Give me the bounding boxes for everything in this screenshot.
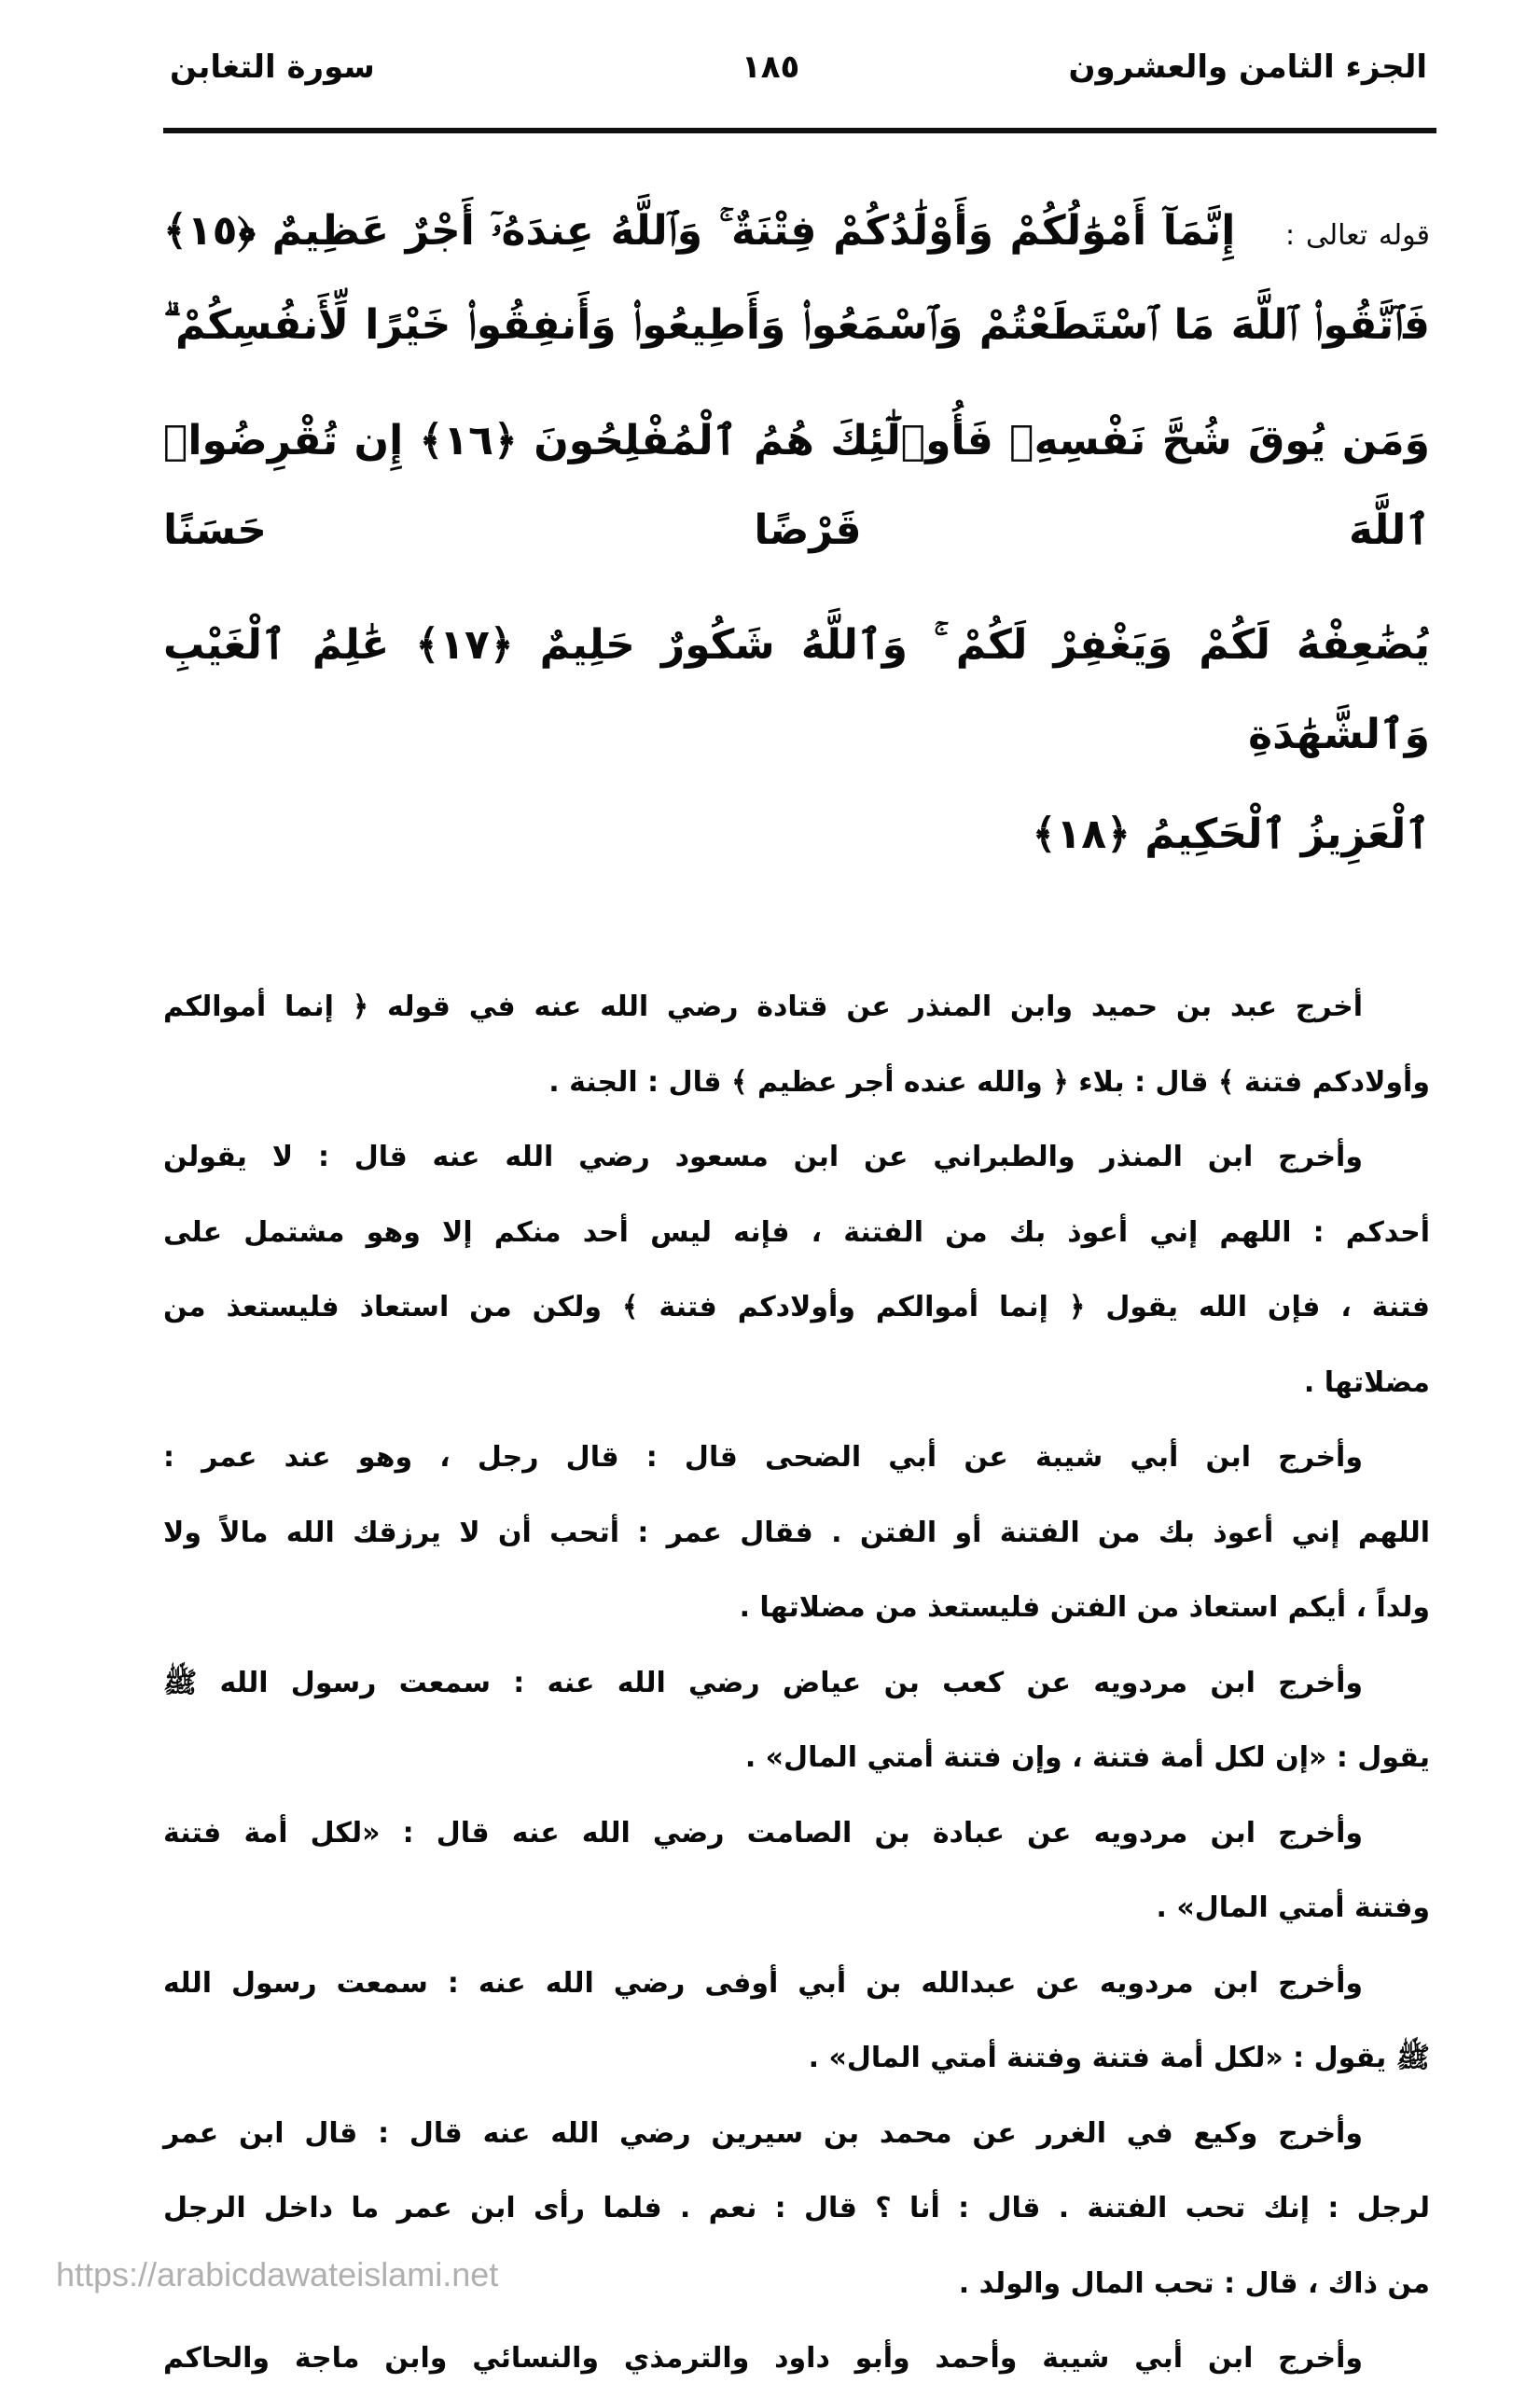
- body-line: وأخرج ابن المنذر والطبراني عن ابن مسعود رضي الله عنه قال : لا يقولن: [163, 1141, 1363, 1173]
- header-surah: سورة التغابن: [170, 48, 375, 86]
- body-line: لرجل : إنك تحب الفتنة . قال : أنا ؟ قال : نعم . فلما رأى ابن عمر ما داخل الرجل: [163, 2192, 1430, 2224]
- quran-line-2: فَٱتَّقُوا۟ ٱللَّهَ مَا ٱسْتَطَعْتُمْ وَٱسْمَعُوا۟ وَأَطِيعُوا۟ وَأَنفِقُوا۟ خَيْرًا لِّأَنفُسِكُمْ ۗ: [163, 301, 1430, 349]
- watermark-url: https://arabicdawateislami.net: [56, 2255, 499, 2293]
- body-line: وفتنة أمتي المال» .: [1156, 1891, 1430, 1924]
- page-number: ١٨٥: [742, 48, 800, 86]
- body-line: اللهم إني أعوذ بك من الفتنة أو الفتن . فقال عمر : أتحب أن لا يرزقك الله مالاً ولا: [163, 1516, 1430, 1549]
- body-line: من ذاك ، قال : تحب المال والولد .: [958, 2266, 1430, 2300]
- body-line: فتنة ، فإن الله يقول ﴿ إنما أموالكم وأولادكم فتنة ﴾ ولكن من استعاذ فليستعذ من: [163, 1291, 1430, 1323]
- text-column: [163, 187, 1430, 2397]
- body-line: وأخرج وكيع في الغرر عن محمد بن سيرين رضي الله عنه قال : قال ابن عمر: [163, 2116, 1363, 2150]
- body-line: وأخرج ابن مردويه عن عبدالله بن أبي أوفى رضي الله عنه : سمعت رسول الله: [163, 1966, 1363, 2000]
- quran-line-1: [163, 187, 1430, 281]
- quran-line-5: ٱلْعَزِيزُ ٱلْحَكِيمُ ﴿١٨﴾: [1032, 811, 1430, 858]
- body-line: وأخرج ابن مردويه عن عبادة بن الصامت رضي الله عنه قال : «لكل أمة فتنة: [163, 1816, 1363, 1850]
- body-line: أحدكم : اللهم إني أعوذ بك من الفتنة ، فإنه ليس أحد منكم إلا وهو مشتمل على: [163, 1215, 1430, 1249]
- body-line: ﷺ يقول : «لكل أمة فتنة وفتنة أمتي المال» .: [808, 2042, 1430, 2074]
- quran-intro: قوله تعالى :: [1284, 219, 1430, 252]
- body-line: يقول : «إن لكل أمة فتنة ، وإن فتنة أمتي المال» .: [744, 1741, 1430, 1774]
- quran-text: إِنَّمَآ أَمْوَٰلُكُمْ وَأَوْلَٰدُكُمْ فِتْنَةٌ ۚ وَٱللَّهُ عِندَهُۥٓ أَجْرٌ عَظِيمٌ ﴿١٥﴾: [163, 207, 1236, 255]
- body-line: وأخرج ابن أبي شيبة وأحمد وأبو داود والترمذي والنسائي وابن ماجة والحاكم: [163, 2342, 1363, 2375]
- body-line: أخرج عبد بن حميد وابن المنذر عن قتادة رضي الله عنه في قوله ﴿ إنما أموالكم: [163, 991, 1363, 1023]
- body-line: ولداً ، أيكم استعاذ من الفتن فليستعذ من مضلاتها .: [739, 1591, 1430, 1624]
- body-line: وأخرج ابن مردويه عن كعب بن عياض رضي الله عنه : سمعت رسول الله ﷺ: [163, 1666, 1363, 1699]
- body-line: وأخرج ابن أبي شيبة عن أبي الضحى قال : قال رجل ، وهو عند عمر :: [163, 1441, 1363, 1474]
- header-part: الجزء الثامن والعشرون: [1068, 48, 1427, 86]
- header-rule: [163, 128, 1436, 133]
- quran-line-4: يُضَٰعِفْهُ لَكُمْ وَيَغْفِرْ لَكُمْ ۚ وَٱللَّهُ شَكُورٌ حَلِيمٌ ﴿١٧﴾ عَٰلِمُ ٱلْغَيْبِ وَٱلشَّهَٰدَةِ: [163, 621, 1430, 758]
- body-line: مضلاتها .: [1303, 1365, 1430, 1399]
- quran-line-3: وَمَن يُوقَ شُحَّ نَفْسِهِۦ فَأُو۟لَٰٓئِكَ هُمُ ٱلْمُفْلِحُونَ ﴿١٦﴾ إِن تُقْرِضُوا۟ ٱللَّهَ قَرْضًا حَسَنًا: [163, 417, 1430, 554]
- body-line: وأولادكم فتنة ﴾ قال : بلاء ﴿ والله عنده أجر عظيم ﴾ قال : الجنة .: [548, 1065, 1430, 1099]
